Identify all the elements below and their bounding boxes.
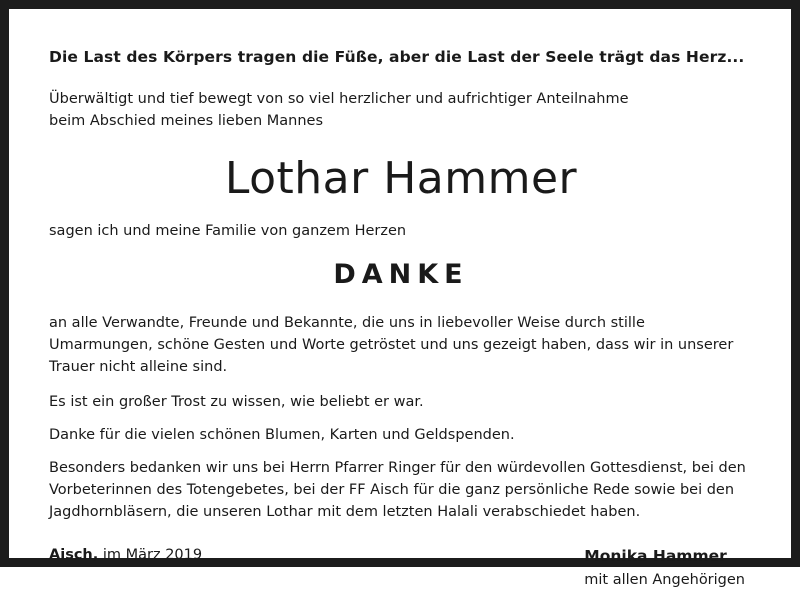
signer-relatives: mit allen Angehörigen — [584, 571, 745, 588]
notice-footer — [49, 545, 753, 590]
danke-heading: DANKE — [333, 258, 469, 290]
notice-content — [49, 47, 753, 591]
notice-headline-quote: Die Last des Körpers tragen die Füße, aber die Last der Seele trägt das Herz... — [49, 48, 745, 66]
notice-signature — [584, 545, 753, 590]
notice-place-date — [49, 545, 202, 566]
notice-body-paragraph-3: Danke für die vielen schönen Blumen, Karten und Geldspenden. — [49, 426, 515, 443]
notice-body-paragraph-2: Es ist ein großer Trost zu wissen, wie beliebt er war. — [49, 393, 424, 410]
notice-body-paragraph-1: an alle Verwandte, Freunde und Bekannte, die uns in liebevoller Weise durch stille Umarmungen, schöne Gesten und Worte getröstet und uns gezeigt haben, dass wir in unserer Trauer nicht alleine sind. — [49, 314, 734, 375]
notice-intro-line-2: beim Abschied meines lieben Mannes — [49, 112, 323, 129]
notice-intro-line-1: Überwältigt und tief bewegt von so viel herzlicher und aufrichtiger Anteilnahme — [49, 91, 629, 108]
notice-thanks-line: sagen ich und meine Familie von ganzem Herzen — [49, 223, 407, 240]
notice-body-paragraph-4: Besonders bedanken wir uns bei Herrn Pfarrer Ringer für den würdevollen Gottesdienst, bei den Vorbeterinnen des Totengebetes, bei der FF Aisch für die ganz persönliche Rede sowie bei den Jagdhornbläsern, die unseren Lothar mit dem letzten Halali verabschiedet haben. — [49, 459, 746, 520]
signer-name: Monika Hammer — [584, 547, 727, 566]
notice-place: Aisch, — [49, 547, 99, 564]
deceased-name: Lothar Hammer — [224, 152, 578, 204]
notice-date: im März 2019 — [98, 547, 203, 564]
